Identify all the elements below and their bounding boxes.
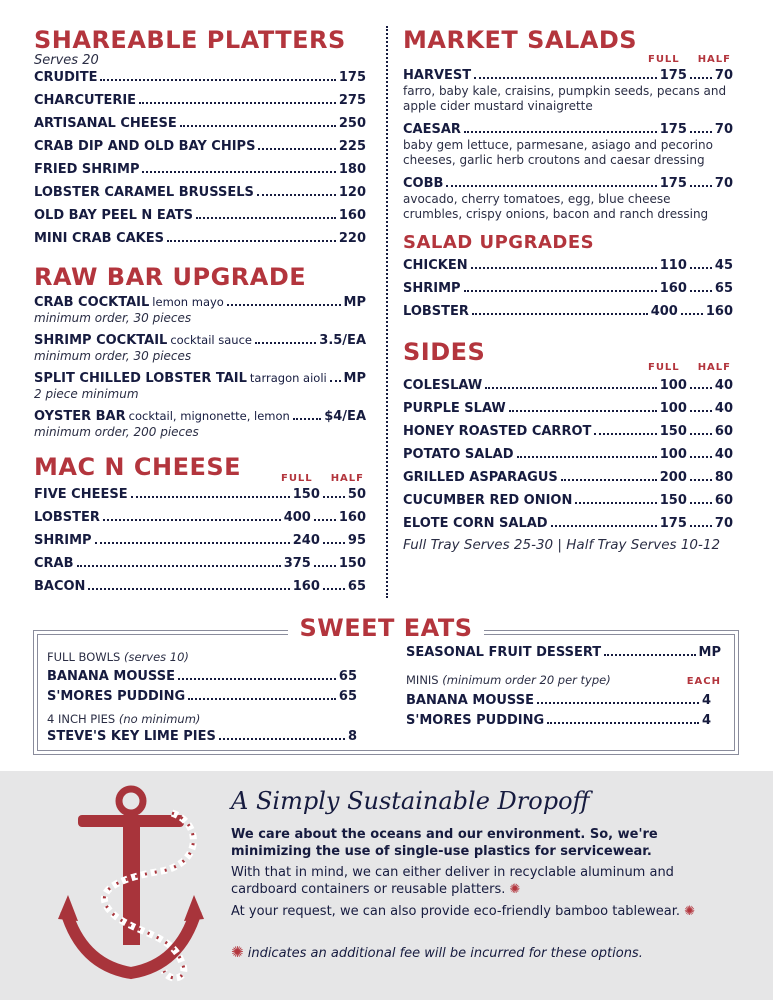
leader-dots (594, 433, 656, 435)
item-name: OYSTER BAR (34, 409, 126, 424)
leader-dots (95, 542, 290, 544)
salads-full-label: FULL (647, 54, 680, 65)
menu-row (34, 579, 366, 595)
menu-item (403, 122, 733, 168)
menu-row (34, 370, 366, 387)
item-price: MP (343, 371, 366, 386)
menu-item (34, 370, 366, 401)
leader-dots (446, 185, 656, 187)
menu-row (34, 139, 366, 155)
menu-item (403, 493, 733, 509)
menu-row (34, 294, 366, 311)
menu-row (34, 533, 366, 549)
leader-dots (509, 410, 657, 412)
leader-dots (561, 479, 657, 481)
menu-item (403, 176, 733, 222)
item-full-price: 100 (659, 401, 687, 416)
item-name: SHRIMP (403, 281, 461, 296)
menu-row (34, 510, 366, 526)
item-sauce: cocktail sauce (170, 333, 252, 347)
mac-list (34, 487, 366, 595)
leader-dots (690, 290, 712, 292)
item-full-price: 150 (659, 493, 687, 508)
item-name: S'MORES PUDDING (47, 689, 186, 704)
item-half-price: 150 (338, 556, 366, 571)
menu-item (403, 516, 733, 532)
item-minimum-note: minimum order, 200 pieces (34, 425, 199, 439)
item-minimum-note: minimum order, 30 pieces (34, 349, 192, 363)
item-name: ELOTE CORN SALAD (403, 516, 548, 531)
item-sauce: cocktail, mignonette, lemon (128, 409, 290, 423)
leader-dots (690, 77, 712, 79)
mac-full-label: FULL (280, 473, 313, 484)
leader-dots (690, 185, 712, 187)
item-price: 4 (701, 693, 711, 708)
column-divider (386, 26, 388, 598)
menu-row (34, 70, 366, 86)
shareable-serves: Serves 20 (34, 53, 99, 68)
minis-label (406, 673, 611, 688)
menu-row (403, 493, 733, 509)
mac-half-label: HALF (330, 473, 364, 484)
leader-dots (464, 131, 657, 133)
menu-item (34, 487, 366, 503)
item-name: CRAB (34, 556, 74, 571)
menu-row (34, 487, 366, 503)
leader-dots (690, 131, 712, 133)
item-price: 220 (338, 231, 366, 246)
salads-title: MARKET SALADS (403, 26, 638, 54)
menu-item (34, 556, 366, 572)
item-half-price: 70 (714, 176, 733, 191)
item-name: CRAB COCKTAIL (34, 295, 150, 310)
menu-row (406, 693, 711, 709)
item-price: 250 (338, 116, 366, 131)
menu-row (34, 185, 366, 201)
sides-list (403, 378, 733, 532)
leader-dots (293, 418, 321, 420)
salads-full-half-labels (648, 54, 731, 65)
leader-dots (257, 194, 336, 196)
sides-tray-note: Full Tray Serves 25-30 | Half Tray Serves 10-12 (403, 537, 721, 553)
raw-bar-list (34, 294, 366, 439)
item-name: LOBSTER (403, 304, 469, 319)
item-full-price: 110 (659, 258, 687, 273)
bowls-label-text: FULL BOWLS (47, 650, 121, 664)
item-name: MINI CRAB CAKES (34, 231, 164, 246)
item-price: 275 (338, 93, 366, 108)
leader-dots (690, 433, 712, 435)
item-sauce: tarragon aioli (249, 371, 327, 385)
sweet-right (406, 645, 721, 729)
menu-row (403, 304, 733, 320)
sides-full-label: FULL (647, 362, 680, 373)
item-name: CHARCUTERIE (34, 93, 137, 108)
leader-dots (604, 654, 695, 656)
item-name: CRUDITE (34, 70, 98, 85)
item-full-price: 200 (659, 470, 687, 485)
item-full-price: 175 (659, 516, 687, 531)
item-half-price: 70 (714, 516, 733, 531)
menu-row (34, 408, 366, 425)
eco-title: A Simply Sustainable Dropoff (231, 787, 590, 815)
leader-dots (323, 588, 345, 590)
salads-half-label: HALF (697, 54, 731, 65)
item-name: BANANA MOUSSE (47, 669, 175, 684)
seasonal-name: SEASONAL FRUIT DESSERT (406, 645, 602, 660)
leader-dots (188, 698, 336, 700)
menu-item (403, 304, 733, 320)
item-half-price: 40 (714, 401, 733, 416)
menu-item (403, 401, 733, 417)
leader-dots (690, 410, 712, 412)
leader-dots (167, 240, 336, 242)
anchor-icon (52, 783, 210, 983)
right-column (403, 26, 733, 552)
menu-item (34, 294, 366, 325)
menu-row (34, 231, 366, 247)
menu-row (403, 122, 733, 138)
each-label: EACH (686, 676, 721, 687)
menu-row (34, 162, 366, 178)
pies-label-text: 4 INCH PIES (47, 712, 116, 726)
bowls-list (47, 669, 357, 705)
item-price: 120 (338, 185, 366, 200)
pies-label-sub: (no minimum) (118, 712, 201, 726)
menu-row (403, 258, 733, 274)
item-full-price: 150 (292, 487, 320, 502)
leader-dots (464, 290, 657, 292)
item-price: MP (343, 295, 366, 310)
mac-full-half-labels (281, 473, 364, 484)
menu-item (403, 281, 733, 297)
item-price: 65 (338, 669, 357, 684)
sweet-eats-title: SWEET EATS (288, 614, 484, 642)
menu-row (47, 669, 357, 685)
leader-dots (219, 738, 345, 740)
menu-row (34, 208, 366, 224)
item-name: STEVE'S KEY LIME PIES (47, 729, 216, 744)
leader-dots (103, 519, 281, 521)
leader-dots (485, 387, 657, 389)
leader-dots (323, 496, 345, 498)
seasonal-price: MP (698, 645, 721, 660)
leader-dots (690, 525, 712, 527)
minis-label-text: MINIS (406, 673, 439, 687)
leader-dots (472, 313, 648, 315)
leader-dots (314, 565, 336, 567)
item-name: COBB (403, 176, 444, 191)
menu-row (406, 713, 711, 729)
leader-dots (180, 125, 336, 127)
item-price: $4/EA (324, 409, 366, 424)
sides-half-label: HALF (697, 362, 731, 373)
item-price: 160 (338, 208, 366, 223)
item-half-price: 60 (714, 493, 733, 508)
item-minimum-note: 2 piece minimum (34, 387, 139, 401)
item-name: CHICKEN (403, 258, 468, 273)
item-half-price: 65 (714, 281, 733, 296)
leader-dots (471, 267, 657, 269)
eco-paragraph-2 (231, 864, 731, 898)
menu-item (403, 258, 733, 274)
item-sauce: lemon mayo (152, 295, 224, 309)
leader-dots (690, 502, 712, 504)
item-half-price: 80 (714, 470, 733, 485)
item-description: baby gem lettuce, parmesane, asiago and pecorino cheeses, garlic herb croutons and caesar dressing (403, 138, 713, 167)
item-price: 3.5/EA (319, 333, 366, 348)
leader-dots (474, 77, 657, 79)
menu-item (34, 579, 366, 595)
menu-row (403, 378, 733, 394)
item-full-price: 175 (659, 176, 687, 191)
minis-list (406, 693, 711, 729)
item-name: POTATO SALAD (403, 447, 514, 462)
leader-dots (314, 519, 336, 521)
item-full-price: 100 (659, 378, 687, 393)
menu-row (34, 116, 366, 132)
salads-header (403, 26, 733, 65)
leader-dots (139, 102, 336, 104)
item-name: CAESAR (403, 122, 461, 137)
sides-title: SIDES (403, 338, 486, 366)
item-half-price: 160 (705, 304, 733, 319)
minis-label-sub: (minimum order 20 per type) (442, 673, 611, 687)
menu-row (403, 281, 733, 297)
item-name: SHRIMP (34, 533, 92, 548)
item-half-price: 70 (714, 68, 733, 83)
sides-header (403, 338, 733, 373)
leader-dots (227, 304, 341, 306)
item-name: FIVE CHEESE (34, 487, 128, 502)
shareable-list (34, 70, 366, 247)
item-name: SHRIMP COCKTAIL (34, 333, 168, 348)
item-name: LOBSTER (34, 510, 100, 525)
leader-dots (258, 148, 335, 150)
item-name: OLD BAY PEEL N EATS (34, 208, 193, 223)
menu-item (403, 378, 733, 394)
item-half-price: 160 (338, 510, 366, 525)
item-half-price: 50 (347, 487, 366, 502)
menu-item (403, 424, 733, 440)
sides-full-half-labels (648, 362, 731, 373)
menu-row (403, 516, 733, 532)
item-name: CRAB DIP AND OLD BAY CHIPS (34, 139, 256, 154)
item-name: GRILLED ASPARAGUS (403, 470, 558, 485)
item-price: 225 (338, 139, 366, 154)
leader-dots (690, 387, 712, 389)
item-price: 175 (338, 70, 366, 85)
sweet-left (47, 650, 357, 745)
item-name: CUCUMBER RED ONION (403, 493, 573, 508)
menu-item (403, 470, 733, 486)
lobster-icon: ✺ (231, 943, 244, 961)
leader-dots (537, 702, 699, 704)
menu-item (34, 332, 366, 363)
minis-header (406, 673, 721, 688)
item-name: LOBSTER CARAMEL BRUSSELS (34, 185, 254, 200)
menu-row (34, 556, 366, 572)
item-full-price: 400 (283, 510, 311, 525)
item-name: HARVEST (403, 68, 472, 83)
leader-dots (88, 588, 289, 590)
item-description: farro, baby kale, craisins, pumpkin seeds, pecans and apple cider mustard vinaigrette (403, 84, 727, 113)
item-half-price: 40 (714, 447, 733, 462)
mac-header (34, 453, 366, 484)
item-name: PURPLE SLAW (403, 401, 506, 416)
left-column (34, 26, 366, 595)
menu-item (34, 533, 366, 549)
item-full-price: 100 (659, 447, 687, 462)
leader-dots (575, 502, 656, 504)
eco-paragraph-2-text: With that in mind, we can either deliver in recyclable aluminum and cardboard containers or reusable platters. (231, 865, 674, 897)
shareable-title: SHAREABLE PLATTERS (34, 26, 346, 54)
menu-row (403, 176, 733, 192)
eco-paragraph-3 (231, 903, 731, 920)
item-half-price: 60 (714, 424, 733, 439)
item-price: 4 (701, 713, 711, 728)
eco-paragraph-4-text: indicates an additional fee will be incurred for these options. (247, 946, 643, 961)
item-full-price: 375 (283, 556, 311, 571)
leader-dots (551, 525, 657, 527)
salads-list (403, 68, 733, 222)
menu-row (34, 93, 366, 109)
leader-dots (690, 267, 712, 269)
lobster-icon: ✺ (509, 882, 521, 897)
leader-dots (330, 380, 341, 382)
leader-dots (100, 79, 335, 81)
item-half-price: 70 (714, 122, 733, 137)
eco-paragraph-4 (231, 944, 731, 962)
lobster-icon: ✺ (684, 904, 696, 919)
item-name: FRIED SHRIMP (34, 162, 140, 177)
item-name: S'MORES PUDDING (406, 713, 545, 728)
item-price: 65 (338, 689, 357, 704)
upgrades-title: SALAD UPGRADES (403, 232, 595, 253)
eco-paragraph-3-text: At your request, we can also provide eco-friendly bamboo tablewear. (231, 904, 681, 919)
menu-row (403, 68, 733, 84)
menu-item (403, 68, 733, 114)
item-name: BANANA MOUSSE (406, 693, 534, 708)
leader-dots (547, 722, 699, 724)
item-name: BACON (34, 579, 86, 594)
menu-row (403, 470, 733, 486)
leader-dots (681, 313, 703, 315)
menu-item (403, 447, 733, 463)
item-half-price: 95 (347, 533, 366, 548)
upgrades-list (403, 258, 733, 320)
item-name: SPLIT CHILLED LOBSTER TAIL (34, 371, 247, 386)
item-full-price: 240 (292, 533, 320, 548)
menu-row (47, 729, 357, 745)
raw-bar-title: RAW BAR UPGRADE (34, 263, 307, 291)
item-minimum-note: minimum order, 30 pieces (34, 311, 192, 325)
bowls-label-sub: (serves 10) (123, 650, 189, 664)
leader-dots (255, 342, 316, 344)
menu-item (34, 510, 366, 526)
item-half-price: 65 (347, 579, 366, 594)
menu-row (403, 401, 733, 417)
item-name: ARTISANAL CHEESE (34, 116, 177, 131)
leader-dots (196, 217, 336, 219)
leader-dots (517, 456, 657, 458)
leader-dots (323, 542, 345, 544)
item-name: COLESLAW (403, 378, 483, 393)
leader-dots (131, 496, 290, 498)
menu-row (403, 424, 733, 440)
menu-item (34, 408, 366, 439)
item-full-price: 175 (659, 122, 687, 137)
leader-dots (178, 678, 336, 680)
seasonal-row (406, 645, 721, 661)
menu-row (34, 332, 366, 349)
leader-dots (77, 565, 281, 567)
item-price: 8 (347, 729, 357, 744)
pies-label (47, 712, 357, 727)
eco-paragraph-1: We care about the oceans and our environment. So, we're minimizing the use of single-use plastics for servicewear. (231, 827, 658, 859)
bowls-label (47, 650, 357, 665)
menu-row (403, 447, 733, 463)
item-half-price: 40 (714, 378, 733, 393)
leader-dots (690, 456, 712, 458)
menu-row (47, 689, 357, 705)
item-full-price: 175 (659, 68, 687, 83)
item-name: HONEY ROASTED CARROT (403, 424, 592, 439)
item-half-price: 45 (714, 258, 733, 273)
mac-title: MAC N CHEESE (34, 453, 242, 481)
item-price: 180 (338, 162, 366, 177)
leader-dots (142, 171, 335, 173)
item-description: avocado, cherry tomatoes, egg, blue cheese crumbles, crispy onions, bacon and ranch dressing (403, 192, 709, 221)
item-full-price: 160 (292, 579, 320, 594)
item-full-price: 400 (650, 304, 678, 319)
item-full-price: 160 (659, 281, 687, 296)
item-full-price: 150 (659, 424, 687, 439)
leader-dots (690, 479, 712, 481)
pies-list (47, 729, 357, 745)
